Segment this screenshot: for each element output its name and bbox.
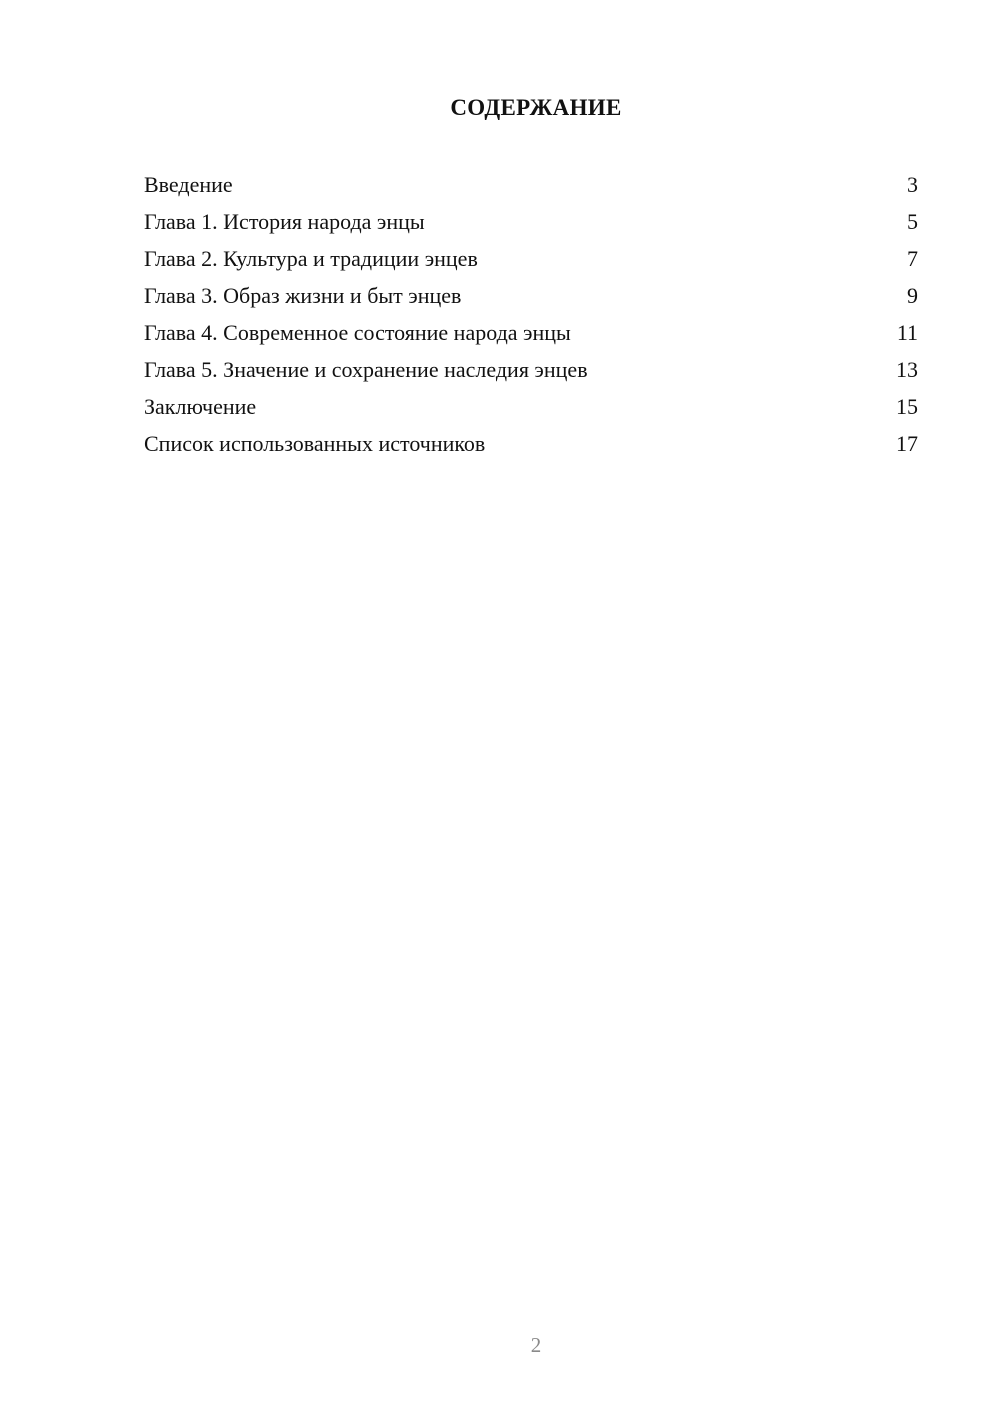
toc-entry-chapter-4[interactable]	[144, 318, 918, 355]
toc-entry-label: Глава 5. Значение и сохранение наследия энцев	[144, 357, 588, 382]
toc-entry-chapter-1[interactable]	[144, 207, 918, 244]
toc-entry-page: 11	[896, 320, 918, 345]
toc-entry-page: 15	[896, 394, 918, 419]
toc-heading: СОДЕРЖАНИЕ	[450, 95, 622, 120]
toc-entry-chapter-5[interactable]	[144, 355, 918, 392]
toc-entry-page: 13	[896, 357, 918, 382]
toc-entry-page: 3	[907, 172, 918, 197]
toc-entry-chapter-2[interactable]	[144, 244, 918, 281]
toc-entry-label: Глава 1. История народа энцы	[144, 209, 425, 234]
toc-entry-label: Глава 3. Образ жизни и быт энцев	[144, 283, 462, 308]
toc-entry-label: Введение	[144, 172, 233, 197]
toc-entry-page: 7	[907, 246, 918, 271]
toc-entry-label: Глава 4. Современное состояние народа энцы	[144, 320, 571, 345]
toc-entry-label: Глава 2. Культура и традиции энцев	[144, 246, 478, 271]
toc-entry-conclusion[interactable]	[144, 392, 918, 429]
table-of-contents	[144, 170, 918, 466]
toc-entry-page: 9	[907, 283, 918, 308]
toc-entry-references[interactable]	[144, 429, 918, 466]
toc-entry-label: Заключение	[144, 394, 257, 419]
toc-entry-page: 5	[907, 209, 918, 234]
toc-entry-introduction[interactable]	[144, 170, 918, 207]
toc-entry-chapter-3[interactable]	[144, 281, 918, 318]
toc-entry-page: 17	[896, 431, 918, 456]
toc-entry-label: Список использованных источников	[144, 431, 486, 456]
page-number: 2	[530, 1333, 542, 1357]
